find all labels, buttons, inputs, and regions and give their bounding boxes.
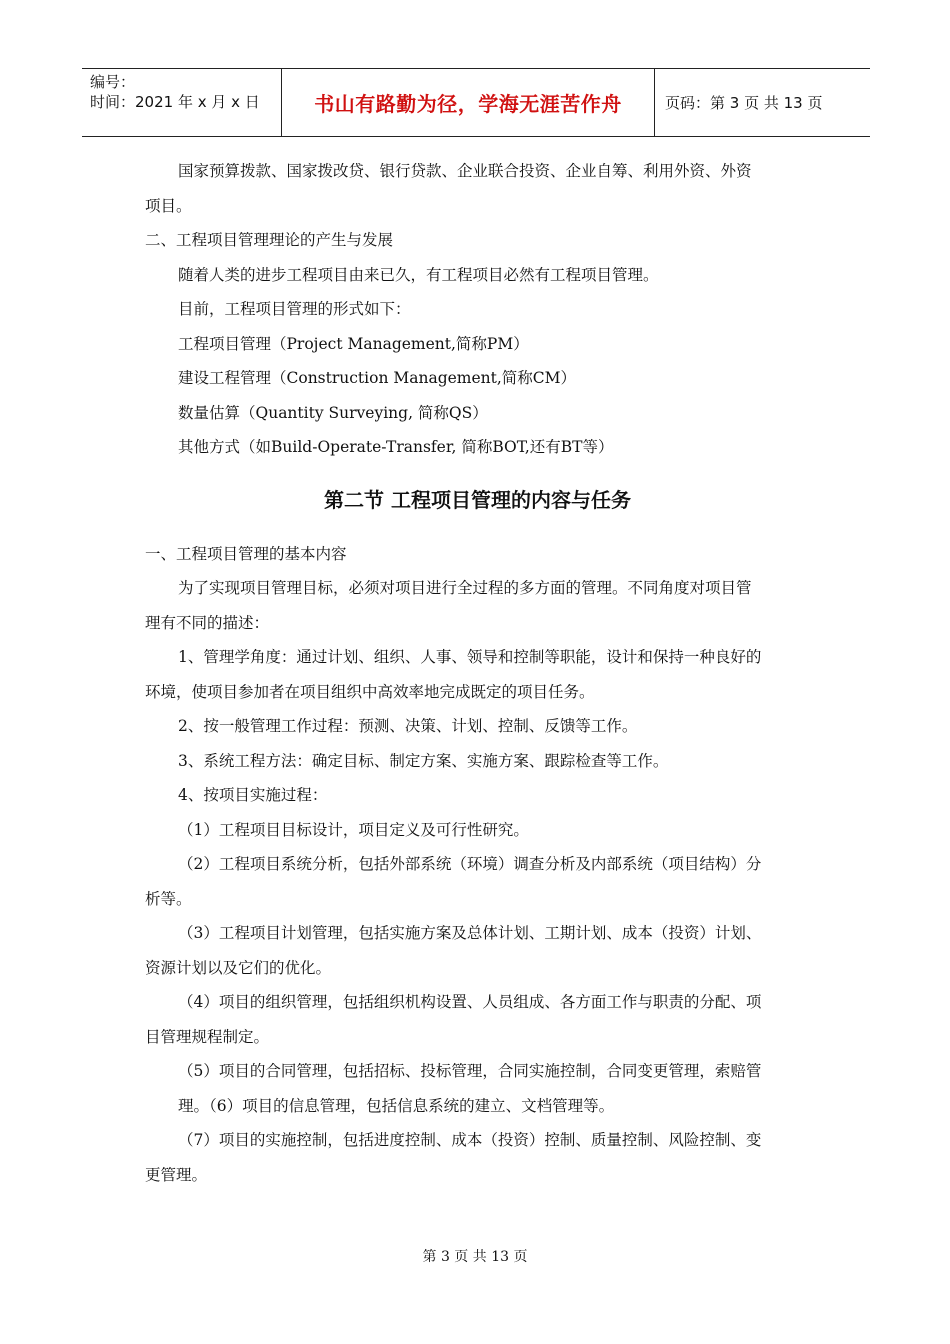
list-item: 数量估算（Quantity Surveying, 简称QS） bbox=[178, 403, 488, 422]
list-item: 工程项目管理（Project Management,简称PM） bbox=[178, 334, 529, 353]
list-item: （4）项目的组织管理，包括组织机构设置、人员组成、各方面工作与职责的分配、项 bbox=[178, 993, 762, 1011]
section-heading: 第二节 工程项目管理的内容与任务 bbox=[324, 487, 631, 512]
paragraph: 1、管理学角度：通过计划、组织、人事、领导和控制等职能，设计和保持一种良好的 bbox=[178, 648, 762, 666]
header-meta-cell bbox=[82, 69, 282, 136]
header-page-cell bbox=[655, 69, 870, 136]
paragraph-continuation: 理有不同的描述： bbox=[145, 613, 270, 632]
page-footer: 第 3 页 共 13 页 bbox=[422, 1249, 528, 1265]
list-item: 建设工程管理（Construction Management,简称CM） bbox=[178, 369, 577, 387]
paragraph-continuation: 资源计划以及它们的优化。 bbox=[145, 958, 332, 977]
page-header bbox=[82, 68, 870, 137]
paragraph: 国家预算拨款、国家拨改贷、银行贷款、企业联合投资、企业自筹、利用外资、外资 bbox=[178, 162, 752, 180]
paragraph: 为了实现项目管理目标，必须对项目进行全过程的多方面的管理。不同角度对项目管 bbox=[178, 579, 752, 597]
list-item: （3）工程项目计划管理，包括实施方案及总体计划、工期计划、成本（投资）计划、 bbox=[178, 924, 762, 942]
paragraph-continuation: 更管理。 bbox=[145, 1165, 208, 1184]
subsection-title: 一、工程项目管理的基本内容 bbox=[145, 544, 347, 563]
document-body bbox=[145, 154, 810, 1192]
paragraph-continuation: 环境，使项目参加者在项目组织中高效率地完成既定的项目任务。 bbox=[145, 682, 595, 701]
list-item: （7）项目的实施控制，包括进度控制、成本（投资）控制、质量控制、风险控制、变 bbox=[178, 1131, 762, 1149]
header-motto: 书山有路勤为径，学海无涯苦作舟 bbox=[314, 92, 622, 116]
paragraph: 2、按一般管理工作过程：预测、决策、计划、控制、反馈等工作。 bbox=[178, 717, 638, 735]
list-item: （1）工程项目目标设计，项目定义及可行性研究。 bbox=[178, 820, 529, 839]
document-date: 时间：2021 年 x 月 x 日 bbox=[90, 93, 260, 111]
paragraph-continuation: 目管理规程制定。 bbox=[145, 1027, 270, 1046]
subsection-title: 二、工程项目管理理论的产生与发展 bbox=[145, 231, 394, 249]
document-number-label: 编号： bbox=[90, 73, 136, 91]
paragraph: 随着人类的进步工程项目由来已久，有工程项目必然有工程项目管理。 bbox=[178, 265, 659, 284]
header-motto-cell bbox=[282, 69, 655, 136]
list-item: （2）工程项目系统分析，包括外部系统（环境）调查分析及内部系统（项目结构）分 bbox=[178, 855, 762, 873]
paragraph-continuation: 项目。 bbox=[145, 196, 192, 215]
paragraph: 3、系统工程方法：确定目标、制定方案、实施方案、跟踪检查等工作。 bbox=[178, 751, 669, 770]
paragraph: 4、按项目实施过程： bbox=[178, 786, 328, 804]
paragraph-continuation: 析等。 bbox=[145, 889, 192, 908]
list-item: （5）项目的合同管理，包括招标、投标管理，合同实施控制，合同变更管理，索赔管 bbox=[178, 1062, 762, 1080]
header-page-info: 页码：第 3 页 共 13 页 bbox=[665, 94, 823, 112]
paragraph: 目前，工程项目管理的形式如下： bbox=[178, 300, 411, 318]
list-item: 其他方式（如Build-Operate-Transfer, 简称BOT,还有BT等） bbox=[178, 438, 614, 456]
paragraph-continuation: 理。（6）项目的信息管理，包括信息系统的建立、文档管理等。 bbox=[178, 1096, 615, 1115]
